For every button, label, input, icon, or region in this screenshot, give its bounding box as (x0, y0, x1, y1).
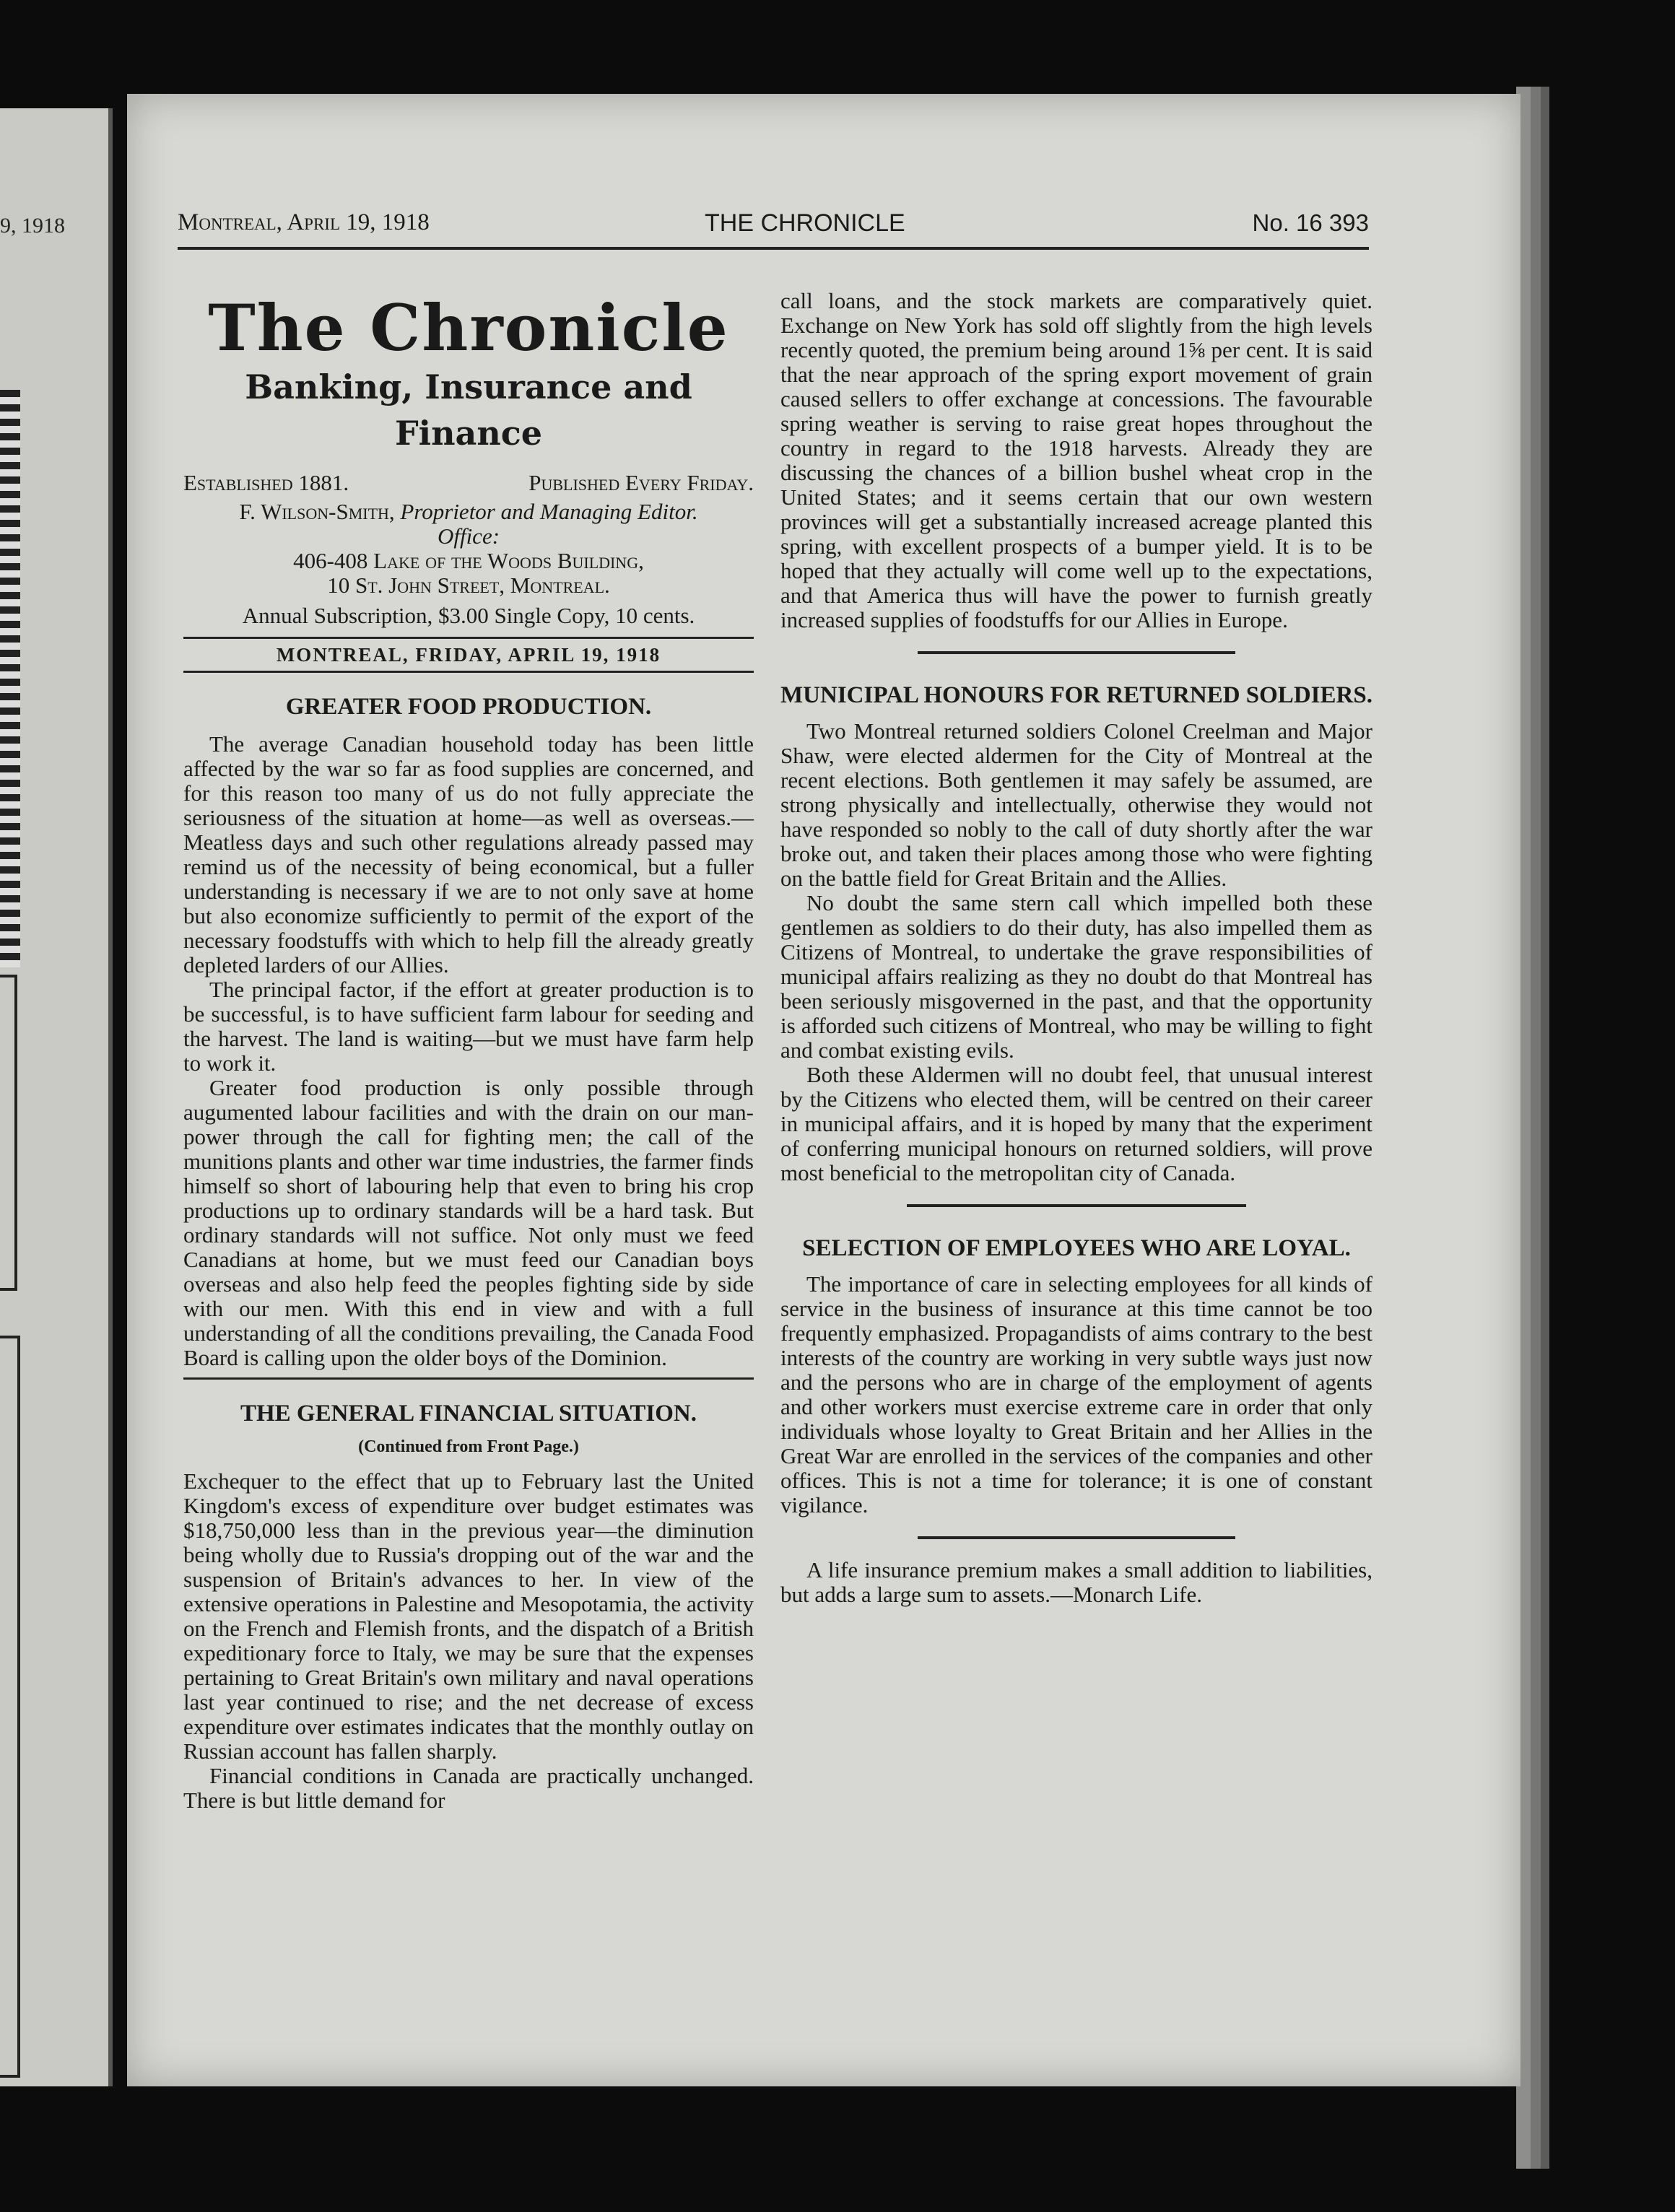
left-column (183, 289, 754, 1813)
right-column (780, 289, 1372, 1607)
article-continuation: call loans, and the stock markets are comparatively quiet. Exchange on New York has sold off slightly from the high levels recently quoted, the premium being around 1⅝ per cent. It is said that the near approach of the spring export movement of grain caused sellers to offer exchange at concessions. The favourable spring weather is serving to raise great hopes throughout the country in regard to the 1918 harvests. Already they are discussing the chances of a billion bushel wheat crop in the United States; and it seems certain that our own western provinces will get a substantially increased acreage planted this spring, with excellent prospects of a bumper yield. It is to be hoped that they actually will come well up to the expectations, and that America thus will have the power to furnish greatly increased supplies of foodstuffs for our Allies in Europe. (780, 288, 1372, 632)
filler-paragraph: A life insurance premium makes a small addition to liabilities, but adds a large sum to assets.—Monarch Life. (780, 1557, 1372, 1607)
subscription-line: Annual Subscription, $3.00 Single Copy, 10 cents. (242, 603, 695, 628)
page-stack-edge (1531, 87, 1541, 2169)
article-title-financial: THE GENERAL FINANCIAL SITUATION. (240, 1401, 697, 1427)
article-paragraph: Both these Aldermen will no doubt feel, that unusual interest by the Citizens who elected them, will be centred on their career in municipal affairs, and it is hoped by many that the experiment of conferring municipal honours on returned soldiers, will prove most beneficial to the metropolitan city of Canada. (780, 1062, 1372, 1185)
article-title-employees: SELECTION OF EMPLOYEES WHO ARE LOYAL. (802, 1235, 1351, 1261)
editor-role: Proprietor and Managing Editor. (400, 499, 698, 524)
established-line: Established 1881. (183, 470, 349, 495)
border-box (0, 1336, 20, 2078)
article-paragraph: The importance of care in selecting employees for all kinds of service in the business of insurance at this time cannot be too frequently emphasized. Propagandists of aims contrary to the best interests of the country are working in very subtle ways just now and the persons who are in charge of the employment of agents and other workers must exercise extreme care in order that only individuals whose loyalty to Great Britain and her Allies in the Great War are enrolled in the services of the companies and other offices. This is not a time for tolerance; it is one of constant vigilance. (780, 1271, 1372, 1518)
article-paragraph: Exchequer to the effect that up to February last the United Kingdom's excess of expenditure over budget estimates was $18,750,000 less than in the previous year—the diminution being wholly due to Russia's dropping out of the war and the suspension of Britain's advances to her. In view of the extensive operations in Palestine and Mesopotamia, the activity on the French and Flemish fronts, and the dispatch of a British expeditionary force to Italy, we may be sure that the expenses pertaining to Great Britain's own military and naval operations last year continued to rise; and the net decrease of excess expenditure over estimates indicates that the monthly outlay on Russian account has fallen sharply. (183, 1468, 754, 1764)
editor-line (183, 500, 754, 524)
section-rule (918, 1536, 1235, 1539)
running-header (178, 209, 1369, 238)
article-title-municipal: MUNICIPAL HONOURS FOR RETURNED SOLDIERS. (780, 682, 1372, 708)
header-date: Montreal, April 19, 1918 (178, 209, 430, 235)
page-stack-edge (1541, 87, 1549, 2169)
article-paragraph: Two Montreal returned soldiers Colonel Creelman and Major Shaw, were elected aldermen for the City of Montreal at the recent elections. Both gentlemen it may safely be assumed, are strong physically and intellectually, otherwise they would not have responded so nobly to the call of duty shortly after the war broke out, and taken their places among those who were fighting on the battle field for Great Britain and the Allies. (780, 718, 1372, 891)
masthead-title: The Chronicle (208, 290, 729, 365)
decorative-border (0, 390, 20, 967)
continued-note: (Continued from Front Page.) (358, 1437, 579, 1456)
section-rule (183, 1377, 754, 1380)
article-paragraph: The average Canadian household today has been little affected by the war so far as food supplies are concerned, and for this reason too many of us do not fully appreciate the seriousness of the situation at home—as well as overseas.—Meatless days and such other regulations already passed may remind us of the necessity of being economical, but a fuller understanding is necessary if we are to not only save at home but also economize sufficiently to permit of the export of the necessary foodstuffs with which to help fill the already greatly depleted larders of our Allies. (183, 731, 754, 977)
article-title-food: GREATER FOOD PRODUCTION. (285, 694, 652, 720)
previous-page-sliver (0, 108, 113, 2086)
masthead (183, 292, 754, 456)
publication-info (183, 471, 754, 495)
article-paragraph: No doubt the same stern call which impelled both these gentlemen as soldiers to do their duty, has also impelled them as Citizens of Montreal, to undertake the grave responsibilities of municipal affairs realizing as they no doubt do that Montreal has been seriously misgoverned in the past, and that the opportunity is afforded such citizens of Montreal, who may be willing to fight and combat existing evils. (780, 890, 1372, 1063)
office-address-line2: 10 St. John Street, Montreal. (327, 572, 610, 598)
article-paragraph: Financial conditions in Canada are practically unchanged. There is but little demand for (183, 1763, 754, 1813)
header-rule (178, 247, 1369, 250)
published-line: Published Every Friday. (528, 470, 754, 495)
border-box (0, 975, 17, 1291)
office-address-line1: 406-408 Lake of the Woods Building, (293, 548, 644, 573)
section-rule (918, 651, 1235, 654)
editor-name: F. Wilson-Smith, (239, 499, 395, 524)
newspaper-page (127, 94, 1520, 2086)
office-label: Office: (437, 523, 500, 549)
previous-page-date: 9, 1918 (0, 214, 65, 238)
section-rule (907, 1204, 1246, 1207)
masthead-subtitle: Banking, Insurance and Finance (245, 367, 692, 453)
header-page-number: No. 16 393 (1252, 209, 1369, 236)
issue-date-banner: MONTREAL, FRIDAY, APRIL 19, 1918 (183, 637, 754, 673)
article-paragraph: The principal factor, if the effort at greater production is to be successful, is to have sufficient farm labour for seeding and the harvest. The land is waiting—but we must have farm help to work it. (183, 977, 754, 1076)
header-publication: THE CHRONICLE (705, 209, 905, 237)
article-paragraph: Greater food production is only possible through augumented labour facilities and with the drain on our man-power through the call for fighting men; the call of the munitions plants and other war time industries, the farmer finds himself so short of labouring help that even to bring his crop productions up to ordinary standards will be a hard task. But ordinary standards will not suffice. Not only must we feed Canadians at home, but we must feed our Canadian boys overseas and also help feed the peoples fighting side by side with our men. With this end in view and with a full understanding of all the conditions prevailing, the Canada Food Board is calling upon the older boys of the Dominion. (183, 1075, 754, 1370)
